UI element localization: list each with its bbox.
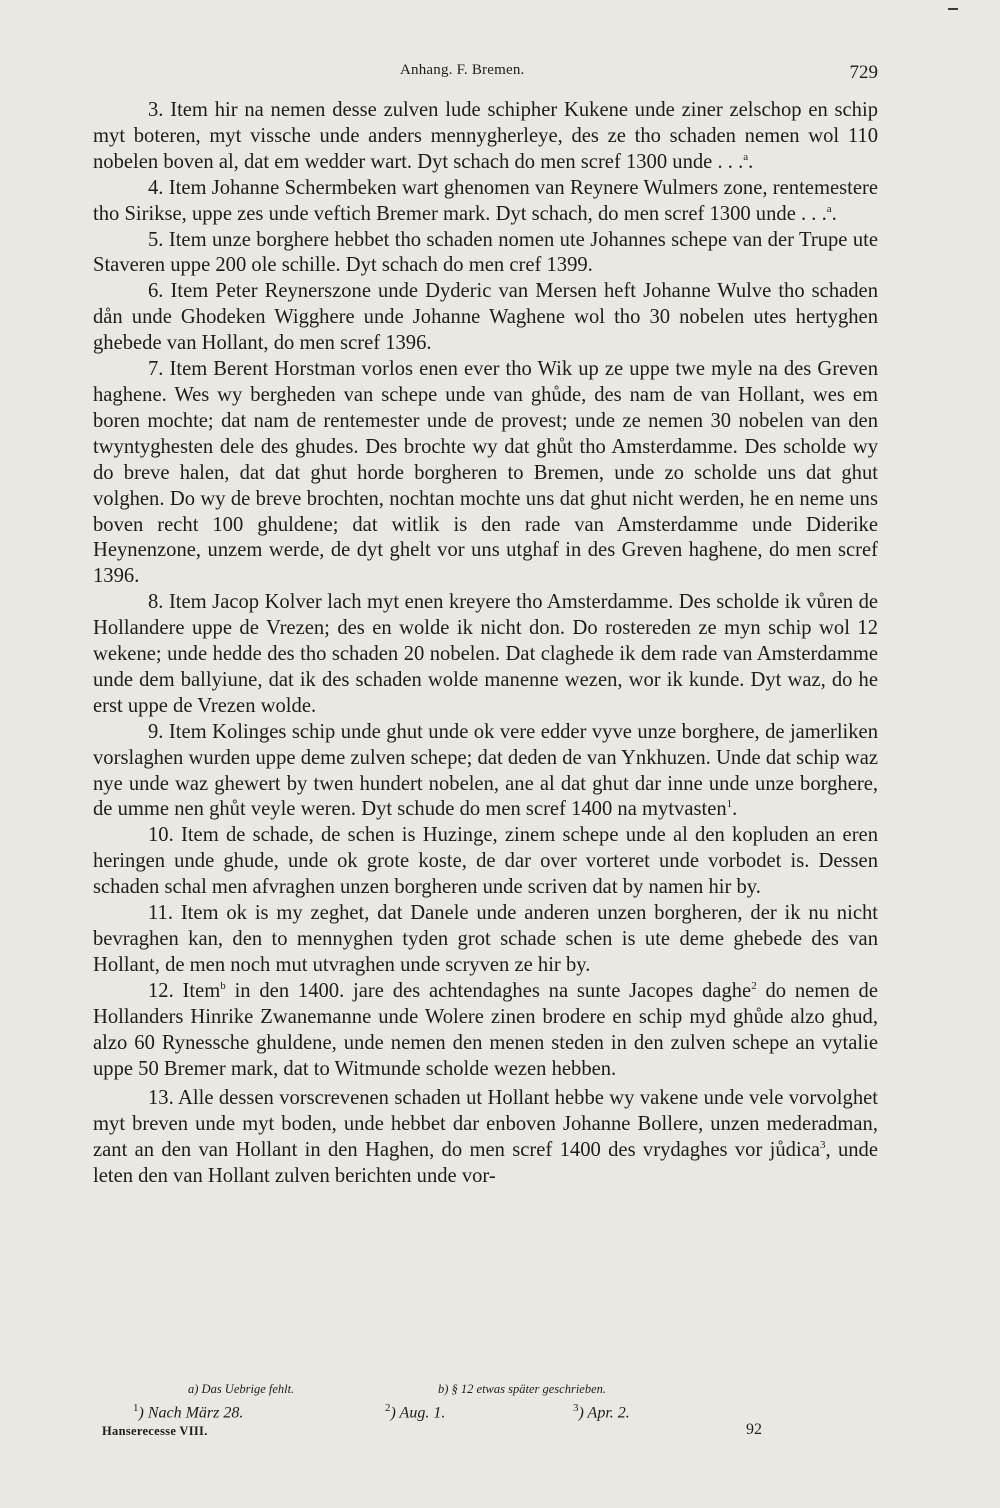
footnote-b: b) § 12 etwas später geschrieben. [438, 1382, 607, 1396]
running-head: Anhang. F. Bremen. [400, 62, 525, 78]
footnotes [93, 1380, 878, 1426]
footnote-2: $^2$) Aug. 1. [385, 1402, 446, 1422]
page-number: 729 [849, 62, 878, 83]
paragraph-10: 10. Item de schade, de schen is Huzinge, zinem schepe unde al den kopluden an eren heringen unde ghude, unde ok grote koste, de dar over vorteret unde vorbodet is. Dessen schaden schal men afvraghen unzen borgheren unde scriven dat by namen hir by. [93, 824, 878, 899]
paragraph-4: 4. Item Johanne Schermbeken wart ghenomen van Reynere Wulmers zone, rentemestere tho Sirikse, uppe zes unde veftich Bremer mark. Dyt schach, do men scref 1300 unde . . .$^a$. [93, 176, 878, 225]
paragraph-7: 7. Item Berent Horstman vorlos enen ever tho Wik up ze uppe twe myle na des Greven haghene. Wes wy bergheden van schepe unde van ghůde, des nam de van Hollant, wes em boren mochte; dat nam de rentemester unde de provest; unde ze nemen 30 nobelen van den twyntyghesten dele des ghudes. Des brochte wy dat ghůt tho Amsterdamme. Des scholde wy do breve halen, dat dat ghut horde borgheren to Bremen, unde zo scholde uns dat ghut volghen. Do wy de breve brochten, nochtan mochte uns dat ghut nicht werden, he en neme uns boven recht 100 ghuldene; dat witlik is den rade van Amsterdamme unde Diderike Heynenzone, unzem werde, de dyt ghelt vor uns utghaf in des Greven haghene, do men scref 1396. [93, 358, 878, 588]
paragraph-3: 3. Item hir na nemen desse zulven lude schipher Kukene unde ziner zelschop en schip myt boteren, myt vissche unde anders mennygherleye, des ze tho schaden nemen wol 110 nobelen boven al, dat em wedder wart. Dyt schach do men scref 1300 unde . . .$^a$. [93, 99, 878, 173]
paragraph-9: 9. Item Kolinges schip unde ghut unde ok vere edder vyve unze borghere, de jamerliken vorslaghen wurden uppe deme zulven schepe; dat deden de van Ynkhuzen. Unde dat schip waz nye unde waz ghewert by twen hundert nobelen, ane al dat ghut dar inne unde unze borghere, de umme nen ghůt veyle weren. Dyt schude do men scref 1400 na mytvasten$^1$. [93, 720, 878, 821]
paragraph-11: 11. Item ok is my zeghet, dat Danele unde anderen unzen borgheren, der ik nu nicht bevraghen kan, den to mennyghen tyden grot schade schen is ute deme ghebede des van Hollant, de men noch mut utvraghen unde scryven ze hir by. [93, 902, 878, 976]
volume-signature: Hanserecesse VIII. [102, 1424, 208, 1438]
paragraph-13: 13. Alle dessen vorscrevenen schaden ut Hollant hebbe wy vakene unde vele vorvolghet myt breven unde myt boden, unde hebbet dar enboven Johanne Bollere, unzen mederadman, zant an den van Hollant in den Haghen, do men scref 1400 des vrydaghes vor jůdica$^3$, unde leten den van Hollant zulven berichten unde vor- [93, 1087, 878, 1188]
footnote-a: a) Das Uebrige fehlt. [188, 1382, 295, 1396]
body-text [93, 98, 878, 1190]
paragraph-12: 12. Item$^b$ in den 1400. jare des achtendaghes na sunte Jacopes daghe$^2$ do nemen de Hollanders Hinrike Zwanemanne unde Wolere zinen brodere en schip myd ghůde alzo ghud, alzo 60 Rynessche ghuldene, unde nemen den menen steden in den zulven schepe an vytalie uppe 50 Bremer mark, dat to Witmunde scholde wezen hebben. [93, 979, 878, 1080]
paragraph-6: 6. Item Peter Reynerszone unde Dyderic van Mersen heft Johanne Wulve tho schaden dån unde Ghodeken Wigghere unde Johanne Waghene wol tho 30 nobelen utes hertyghen ghebede van Hollant, do men scref 1396. [93, 280, 878, 355]
paragraph-8: 8. Item Jacop Kolver lach myt enen kreyere tho Amsterdamme. Des scholde ik vůren de Hollandere uppe de Vrezen; des en wolde ik nicht don. Do rostereden ze myn schip wol 12 wekene; unde hedde des tho schaden 20 nobelen. Dat claghede ik dem rade van Amsterdamme unde dem ballyiune, dat ik des schaden wolde manenne wezen, wor ik kunde. Dyt waz, do he erst uppe de Vrezen wolde. [93, 591, 878, 717]
footnote-3: $^3$) Apr. 2. [573, 1402, 630, 1422]
sheet-signature: 92 [746, 1421, 762, 1438]
scan-mark [948, 8, 958, 10]
footnote-1: $^1$) Nach März 28. [133, 1402, 244, 1422]
paragraph-5: 5. Item unze borghere hebbet tho schaden nomen ute Johannes schepe van der Trupe ute Staveren uppe 200 ole schille. Dyt schach do men cref 1399. [93, 228, 878, 277]
footnote-letters [93, 1380, 878, 1402]
